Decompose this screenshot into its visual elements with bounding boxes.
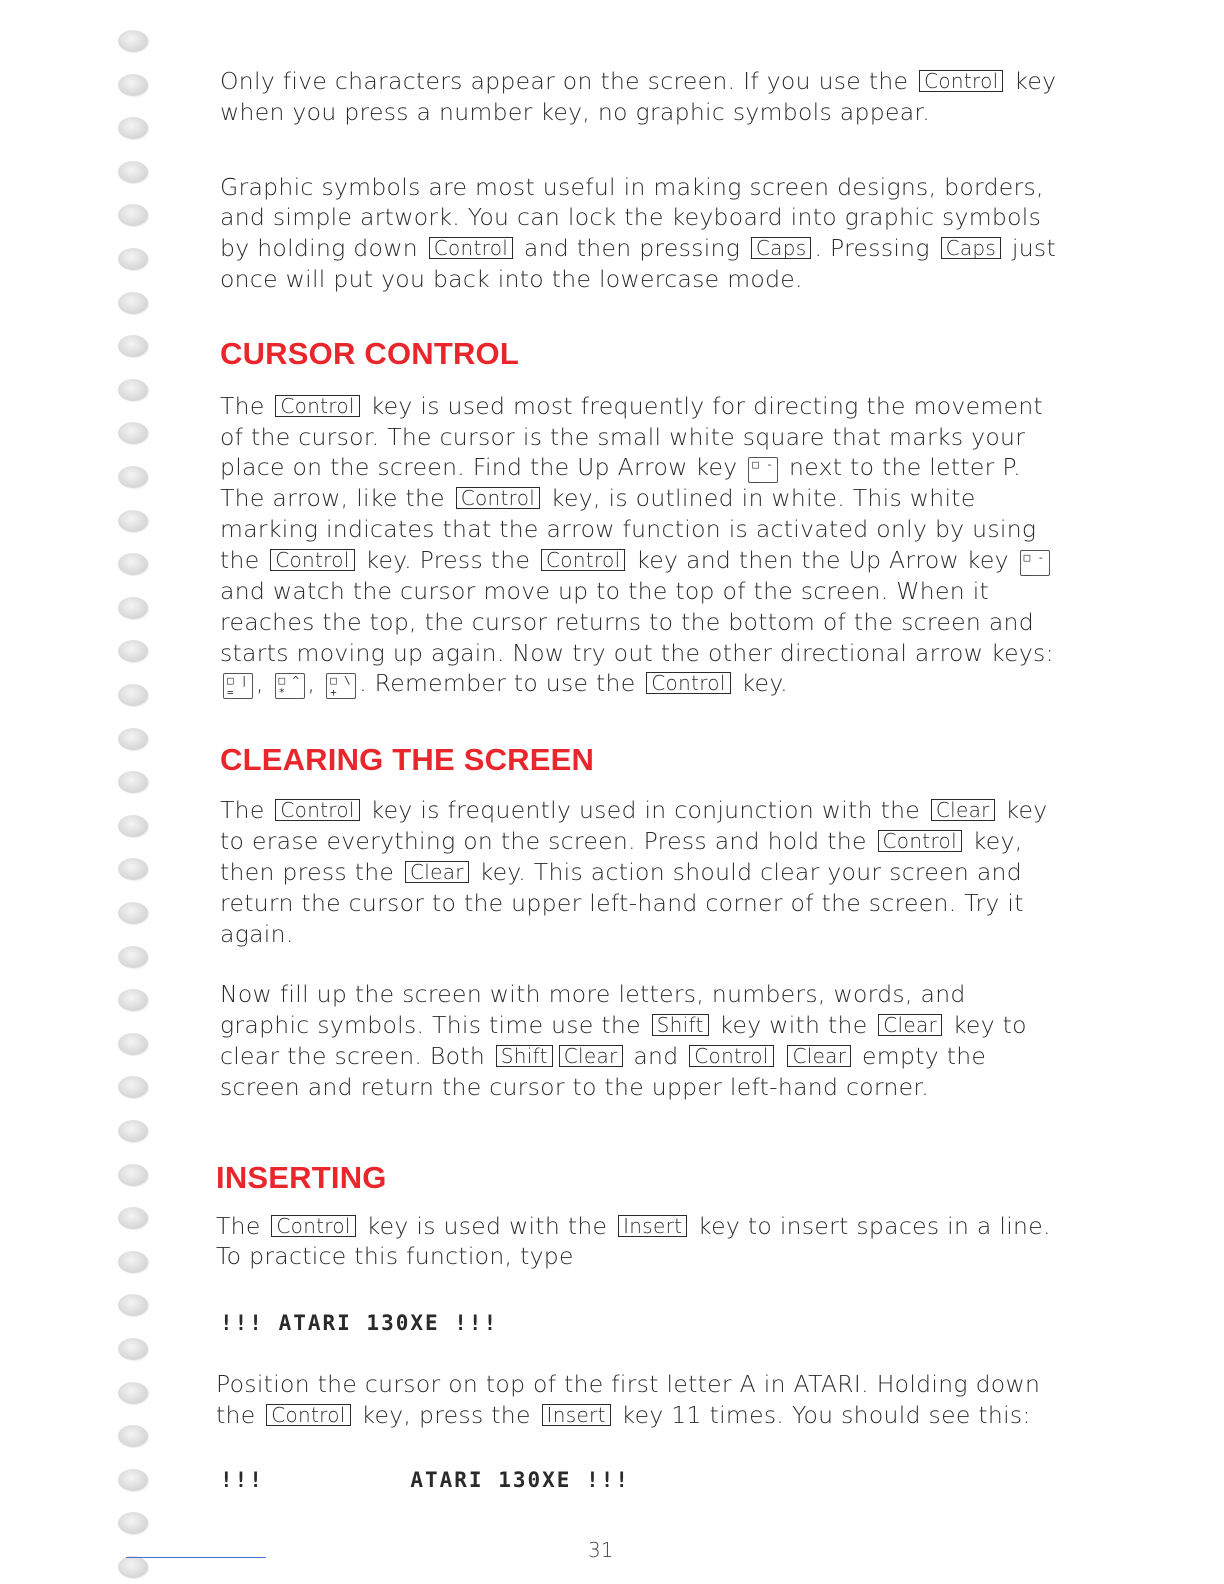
binding-hole [118, 1469, 148, 1491]
binding-hole [118, 640, 148, 662]
paragraph-control-number-keys: Only five characters appear on the screen. If you use the Control key when you press a number key, no graphic symbols appear. [220, 67, 1057, 126]
footer-rule [126, 1557, 266, 1558]
heading-inserting: INSERTING [216, 1159, 387, 1195]
binding-hole [118, 1512, 148, 1534]
binding-hole [118, 728, 148, 750]
control-key: Control [541, 549, 625, 571]
control-key: Control [275, 395, 359, 417]
down-arrow-key-icon: □ | = [223, 673, 253, 699]
binding-hole [118, 1164, 148, 1186]
right-arrow-key-icon: □ \ + [326, 673, 356, 699]
binding-hole [118, 771, 148, 793]
page-number: 31 [588, 1538, 614, 1562]
control-key: Control [271, 1215, 355, 1237]
shift-key: Shift [652, 1014, 709, 1036]
binding-hole [118, 1207, 148, 1229]
binding-hole [118, 946, 148, 968]
binding-hole [118, 902, 148, 924]
heading-clearing-the-screen: CLEARING THE SCREEN [220, 742, 595, 778]
clear-key: Clear [559, 1045, 623, 1067]
caps-key: Caps [941, 237, 1002, 259]
binding-hole [118, 422, 148, 444]
binding-hole [118, 248, 148, 270]
insert-key: Insert [618, 1215, 687, 1237]
up-arrow-key-icon: □ - _ [1020, 550, 1050, 576]
control-key: Control [456, 487, 540, 509]
binding-hole [118, 815, 148, 837]
binding-hole [118, 1382, 148, 1404]
paragraph-cursor-control: The Control key is used most frequently for directing the movement of the cursor. The cursor is the small white square that marks your place on the screen. Find the Up Arrow key □ - _ next to the letter P. The arrow, like the Control key, is outlined in white. This white marking indicates that the arrow function is activated only by using the Control key. Press the Control key and then the Up Arrow key □ - _and watch the cursor move up to the top of the screen. When it reaches the top, the cursor returns to the bottom of the screen and starts moving up again. Now try out the other directional arrow keys: □ | = , □ ^ * , □ \ + . Remember to use the Control key. [220, 391, 1054, 700]
paragraph-clearing-1: The Control key is frequently used in conjunction with the Clear key to erase everything on the screen. Press and hold the Control key, then press the Clear key. This action should clear your screen and return the cursor to the upper left-hand corner of the screen. Try it again. [220, 796, 1048, 948]
binding-hole [118, 161, 148, 183]
binding-hole [118, 1338, 148, 1360]
clear-key: Clear [787, 1045, 851, 1067]
insert-key: Insert [542, 1404, 611, 1426]
paragraph-clearing-2: Now fill up the screen with more letters, numbers, words, and graphic symbols. This time use the Shift key with the Clear key to clear the screen. Both Shift Clear and Control Clear empty the screen and return the cursor to the upper left-hand corner. [220, 980, 1027, 1101]
binding-hole [118, 335, 148, 357]
control-key: Control [266, 1404, 350, 1426]
shift-key: Shift [496, 1045, 553, 1067]
binding-hole [118, 1120, 148, 1142]
control-key: Control [429, 237, 513, 259]
left-arrow-key-icon: □ ^ * [275, 673, 305, 699]
control-key: Control [878, 830, 962, 852]
screen-text-example-1: !!! ATARI 130XE !!! [220, 1311, 499, 1336]
binding-hole [118, 1425, 148, 1447]
paragraph-inserting-2: Position the cursor on top of the first letter A in ATARI. Holding down the Control key, press the Insert key 11 times. You should see this: [216, 1369, 1041, 1429]
binding-hole [118, 553, 148, 575]
binding-hole [118, 597, 148, 619]
binding-hole [118, 858, 148, 880]
binding-hole [118, 684, 148, 706]
control-key: Control [646, 672, 730, 694]
page-content [216, 64, 1080, 1495]
clear-key: Clear [931, 799, 995, 821]
binding-hole [118, 117, 148, 139]
up-arrow-key-icon: □ - _ [748, 457, 778, 483]
binding-hole [118, 510, 148, 532]
caps-key: Caps [751, 237, 812, 259]
binding-hole [118, 1294, 148, 1316]
binding-hole [118, 989, 148, 1011]
paragraph-graphic-symbols: Graphic symbols are most useful in making screen designs, borders, and simple artwork. You can lock the keyboard into graphic symbols by holding down Control and then pressing Caps . Pressing Caps just once will put you back into the lowercase mode. [220, 172, 1056, 293]
clear-key: Clear [405, 861, 469, 883]
clear-key: Clear [878, 1014, 942, 1036]
binding-hole [118, 204, 148, 226]
binding-hole [118, 74, 148, 96]
control-key: Control [275, 799, 359, 821]
control-key: Control [919, 70, 1003, 92]
binding-hole [118, 1076, 148, 1098]
binding-hole [118, 1251, 148, 1273]
control-key: Control [689, 1045, 773, 1067]
screen-text-example-2: !!! ATARI 130XE !!! [220, 1467, 631, 1492]
binding-hole [118, 466, 148, 488]
binding-hole [118, 379, 148, 401]
spiral-binding-holes [118, 30, 154, 1560]
binding-hole [118, 30, 148, 52]
binding-hole [118, 1556, 148, 1578]
binding-hole [118, 292, 148, 314]
heading-cursor-control: CURSOR CONTROL [220, 335, 520, 371]
binding-hole [118, 1033, 148, 1055]
paragraph-inserting-1: The Control key is used with the Insert key to insert spaces in a line. To practice this function, type [216, 1211, 1051, 1271]
control-key: Control [270, 549, 354, 571]
